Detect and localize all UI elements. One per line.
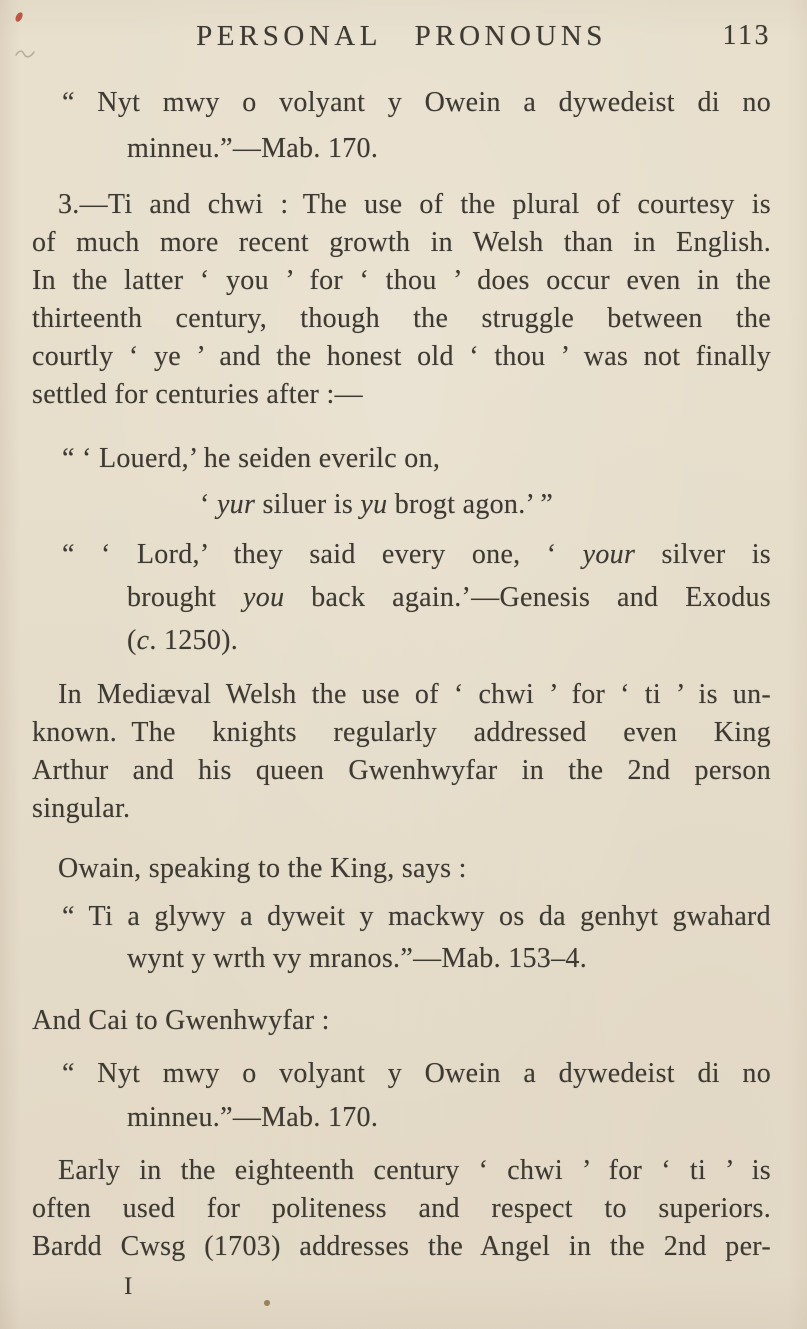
verse-line: “ ‘ Louerd,’ he seiden everilc on, (62, 443, 441, 474)
quote-ti-a-glywy (32, 896, 771, 980)
paragraph-line: often used for politeness and respect to superiors. (32, 1193, 771, 1224)
verse-louerd (32, 436, 771, 528)
paragraph-owain-intro (32, 850, 771, 888)
quote-line: “ ‘ Lord,’ they said every one, ‘ your silver is (62, 539, 771, 570)
quote-line: (c. 1250). (127, 625, 239, 656)
paragraph-line: Owain, speaking to the King, says : (58, 853, 467, 884)
quote-line: “ Nyt mwy o volyant y Owein a dywedeist di no (62, 87, 771, 118)
paragraph-line: of much more recent growth in Welsh than in English. (32, 227, 771, 258)
quote-line: “ Ti a glywy a dyweit y mackwy os da genhyt gwahard (62, 901, 771, 932)
paragraph-medieval-welsh (32, 676, 771, 828)
paragraph-line: courtly ‘ ye ’ and the honest old ‘ thou ’ was not finally (32, 341, 771, 372)
quote-line: wynt y wrth vy mranos.”—Mab. 153–4. (127, 943, 588, 974)
text-column (32, 0, 771, 1302)
page-title: PERSONAL PRONOUNS (196, 20, 607, 52)
paragraph-line: 3.—Ti and chwi : The use of the plural of courtesy is (58, 189, 771, 220)
quote-line: minneu.”—Mab. 170. (127, 133, 379, 164)
paragraph-line: settled for centuries after :— (32, 379, 363, 410)
signature-mark: I (124, 1273, 133, 1300)
quote-line: minneu.”—Mab. 170. (127, 1102, 379, 1133)
paragraph-line: In the latter ‘ you ’ for ‘ thou ’ does occur even in the (32, 265, 771, 296)
quote-lord-translation (32, 533, 771, 662)
paragraph-line: Arthur and his queen Gwenhwyfar in the 2nd person (32, 755, 771, 786)
quote-line: brought you back again.’—Genesis and Exodus (127, 582, 771, 613)
verse-line: ‘ yur siluer is yu brogt agon.’ ” (200, 489, 554, 520)
quote-nyt-mwy-top (32, 80, 771, 172)
paragraph-line: thirteenth century, though the struggle between the (32, 303, 771, 334)
paragraph-line: In Mediæval Welsh the use of ‘ chwi ’ for ‘ ti ’ is un- (58, 679, 771, 710)
paragraph-line: Early in the eighteenth century ‘ chwi ’ for ‘ ti ’ is (58, 1155, 771, 1186)
paragraph-ti-and-chwi (32, 186, 771, 414)
red-ink-fleck (14, 11, 23, 23)
quote-line: “ Nyt mwy o volyant y Owein a dywedeist di no (62, 1058, 771, 1089)
paragraph-line: known. The knights regularly addressed even King (32, 717, 771, 748)
paragraph-eighteenth-century (32, 1152, 771, 1266)
paragraph-line: And Cai to Gwenhwyfar : (32, 1005, 330, 1036)
running-header (32, 20, 771, 58)
paragraph-line: singular. (32, 793, 131, 824)
page-number: 113 (722, 20, 771, 51)
quote-nyt-mwy-repeat (32, 1052, 771, 1140)
paragraph-cai-intro (32, 1002, 771, 1040)
paragraph-line: Bardd Cwsg (1703) addresses the Angel in the 2nd per- (32, 1231, 771, 1262)
